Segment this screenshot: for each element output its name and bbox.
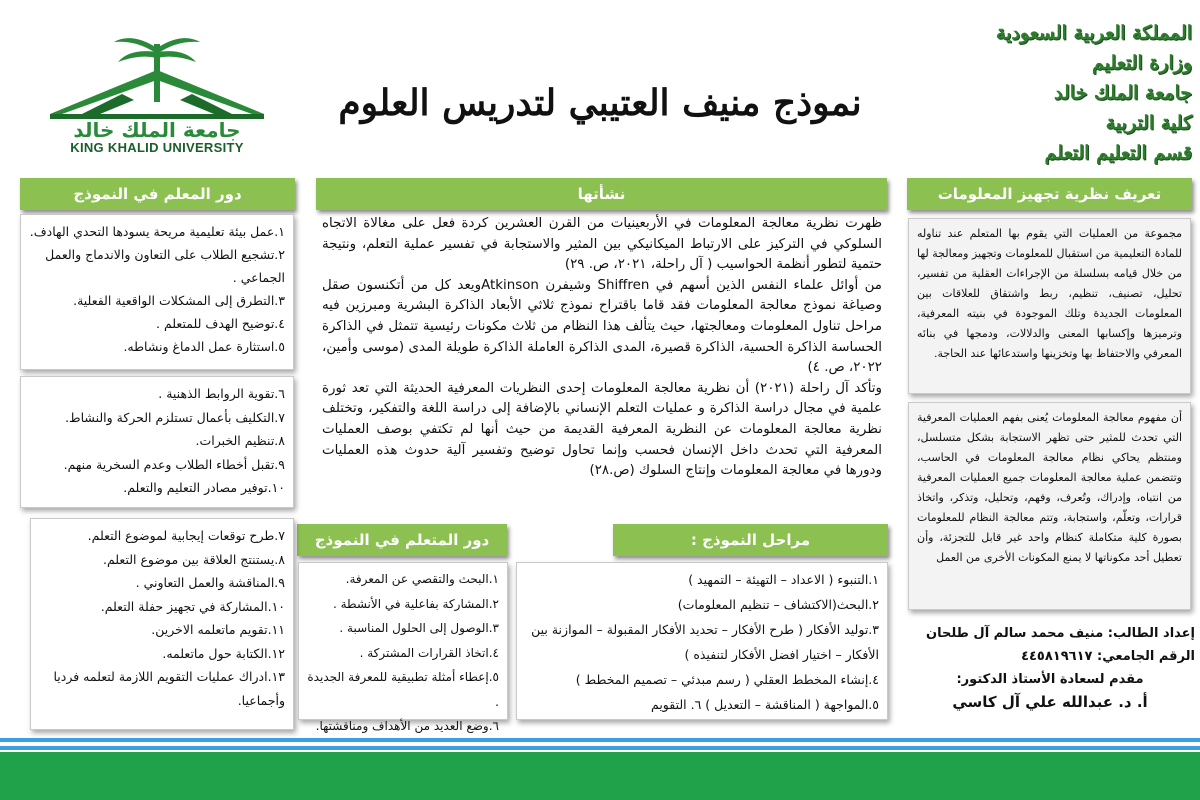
university-label: جامعة الملك خالد [1054,82,1192,104]
origin-paragraph-3: وتأكد آل راحلة (٢٠٢١) أن نظرية معالجة المعلومات إحدى النظريات المعرفية الحديثة التي تعد ثورة علمية في مجال دراسة الذاكرة و عمليات التعلم الإنساني بالإضافة إلى دراسة اللغة والتفكير، وتختلف نظرية معالجة المعلومات عن النظرية المعرفية القديمة من حيث أنها لم تكتفي بوصف العمليات المعرفية التي تحدث داخل الإنسان فحسب وإنما تحاول توضيح وتفسير آلية حدوث هذه العمليات ودورها في معالجة المعلومات وإنتاج السلوك (ص.٢٨) [322,380,882,479]
footer-band [0,752,1200,800]
list-item: ٦.وضع العديد من الأهداف ومناقشتها. [315,719,499,733]
list-item: ٦.تقوية الروابط الذهنية . [158,386,285,401]
prepared-by: إعداد الطالب: منيف محمد سالم آل طلحان [925,626,1195,641]
list-item: ٤.توضيح الهدف للمتعلم . [156,316,285,331]
list-item: ٢.تشجيع الطلاب على التعاون والاندماج والعمل الجماعي . [45,247,285,285]
author-block [905,622,1195,714]
list-item: ٣.التطرق إلى المشكلات الواقعية الفعلية. [73,293,285,308]
origin-paragraph-2: من أوائل علماء النفس الذين أسهم في Shiffren وشيفرن Atkinsonويعد كل من أتكنسون صقل وصياغة نموذج معالجة المعلومات فقد قاما باقتراح نموذج ثلاثي الأبعاد الذاكرة البشرية ومبرزين فيه مراحل تناول المعلومات ومعالجتها، حيث يتألف هذا النظام من ثلاث مكونات رئيسية تتمثل في الذاكرة الحساسة الذاكرة الحسية، الذاكرة قصيرة، المدى الذاكرة العاملة الذاكرة طويلة المدى (موسى وأمين، ٢٠٢٢، ص. ٤) [322,277,882,376]
learner-role-header: دور المتعلم في النموذج [297,524,507,556]
presented-to: مقدم لسعادة الأستاذ الدكتور: [956,672,1144,687]
list-item: ٧.التكليف بأعمال تستلزم الحركة والنشاط. [65,409,285,425]
list-item: ٨.تنظيم الخبرات. [195,433,285,448]
institution-header [982,18,1192,168]
list-item: ٧.طرح توقعات إيجابية لموضوع التعلم. [87,528,285,543]
logo-english-text: KING KHALID UNIVERSITY [70,140,244,155]
list-item: ٥.المواجهة ( المناقشة – التعديل ) ٦. التقويم [651,697,879,712]
list-item: ٣.توليد الأفكار ( طرح الأفكار – تحديد الأفكار المقبولة – الموازنة بين الأفكار – اختيار افضل الأفكار لتنفيذه ) [531,622,879,662]
teacher-role-box-2 [20,376,294,508]
definition-text-2: أن مفهوم معالجة المعلومات يُعنى بفهم العمليات المعرفية التي تحدث للمثير حتى تظهر الاستجابة بشكل متسلسل، ومنتظم يحاكي نظام معالجة المعلومات في الحاسب، وتتضمن عملية معالجة المعلومات جميع العمليات المعرفية من انتباه، وإدراك، وتُعرف، وفهم، وتحليل، وتذكر، واتخاذ قرارات، وتعلّم، واستجابة، وتتم معالجة النظام للمعلومات بصورة كلية متكاملة كنظام واحد غير قابل للتجزئة، وأن تعطيل أحد مكوناتها لا يمنع المكونات الأخرى من العمل [917,411,1182,564]
list-item: ٤.إنشاء المخطط العقلي ( رسم مبدئي – تصميم المخطط ) [575,672,879,687]
list-item: ١٠.توفير مصادر التعليم والتعلم. [123,480,285,495]
department-label: قسم التعليم التعلم [1044,142,1192,164]
origin-paragraph-1: ظهرت نظرية معالجة المعلومات في الأربعينيات من القرن العشرين كردة فعل على مغالاة الاتجاه السلوكي في التركيز على الارتباط الميكانيكي بين المثير والاستجابة في تفسير عملية التعلم، ونتيجة حتمية لتطور أنظمة الحواسيب ( آل راحلة، ٢٠٢١، ص. ٢٩) [322,216,882,273]
list-item: ٨.يستنتج العلاقة بين موضوع التعلم. [102,551,285,567]
list-item: ٤.اتخاذ القرارات المشتركة . [359,645,499,660]
list-item: ٥.استثارة عمل الدماغ ونشاطه. [123,339,285,354]
logo-arabic-text: جامعة الملك خالد [73,118,241,142]
list-item: ٥.إعطاء أمثلة تطبيقية للمعرفة الجديدة . [307,670,499,709]
definition-text-1: مجموعة من العمليات التي يقوم بها المتعلم عند تناوله للمادة التعليمية من استقبال للمعلومات وتجهيز ومعالجة لها من خلال قيامه بسلسلة من الإجراءات العقلية من تفسير، تحليل، تصنيف، تنظيم، ربط واشتقاق للعلاقات بين المعلومات الجديدة وتلك الموجودة في بنيته المعرفية، وترميزها وإكسابها المعنى والدلالات، ودمجها في بنائه المعرفي والاحتفاظ بها وتخزينها واستدعائها عند الحاجة. [917,227,1182,360]
ministry-label: وزارة التعليم [1091,52,1192,74]
list-item: ١١.تقويم ماتعلمه الاخرين. [151,622,285,637]
kingdom-label: المملكة العربية السعودية [995,22,1192,44]
divider [0,738,1200,742]
list-item: ٩.تقبل أخطاء الطلاب وعدم السخرية منهم. [63,456,285,472]
list-item: ١٠.المشاركة في تجهيز حفلة التعلم. [100,598,285,614]
list-item: ٣.الوصول إلى الحلول المناسبة . [339,621,499,635]
definition-header: تعريف نظرية تجهيز المعلومات [907,178,1192,210]
model-stages-header: مراحل النموذج : [613,524,888,556]
definition-box-2 [908,402,1191,610]
definition-box-1 [908,218,1191,394]
list-item: ١٢.الكتابة حول ماتعلمه. [162,645,285,661]
page-title: نموذج منيف العتيبي لتدريس العلوم [338,82,862,124]
list-item: ١.البحث والتقصي عن المعرفة. [345,572,499,586]
origin-header: نشأتها [316,178,887,210]
teacher-role-box-1 [20,214,294,370]
divider [0,746,1200,750]
model-stages-box [516,562,888,720]
list-item: ٢.البحث(الاكتشاف – تنظيم المعلومات) [677,597,879,612]
teacher-role-header: دور المعلم في النموذج [20,178,295,210]
student-id: الرقم الجامعي: ٤٤٥٨١٩٦١٧ [1021,649,1195,664]
professor-name: أ. د. عبدالله علي آل كاسي [952,693,1148,711]
list-item: ١٣.ادراك عمليات التقويم اللازمة لتعلمه فرديا وأجماعيا. [53,669,285,708]
list-item: ١.عمل بيئة تعليمية مريحة يسودها التحدي الهادف. [29,224,285,239]
list-item: ٩.المناقشة والعمل التعاوني . [135,575,285,590]
origin-text [322,214,882,520]
list-item: ٢.المشاركة بفاعلية في الأنشطة . [332,596,499,611]
college-label: كلية التربية [1105,112,1192,134]
learner-role-box [298,562,508,733]
student-tasks-box [30,518,294,730]
list-item: ١.التنبوء ( الاعداد – التهيئة – التمهيد ) [688,572,879,587]
